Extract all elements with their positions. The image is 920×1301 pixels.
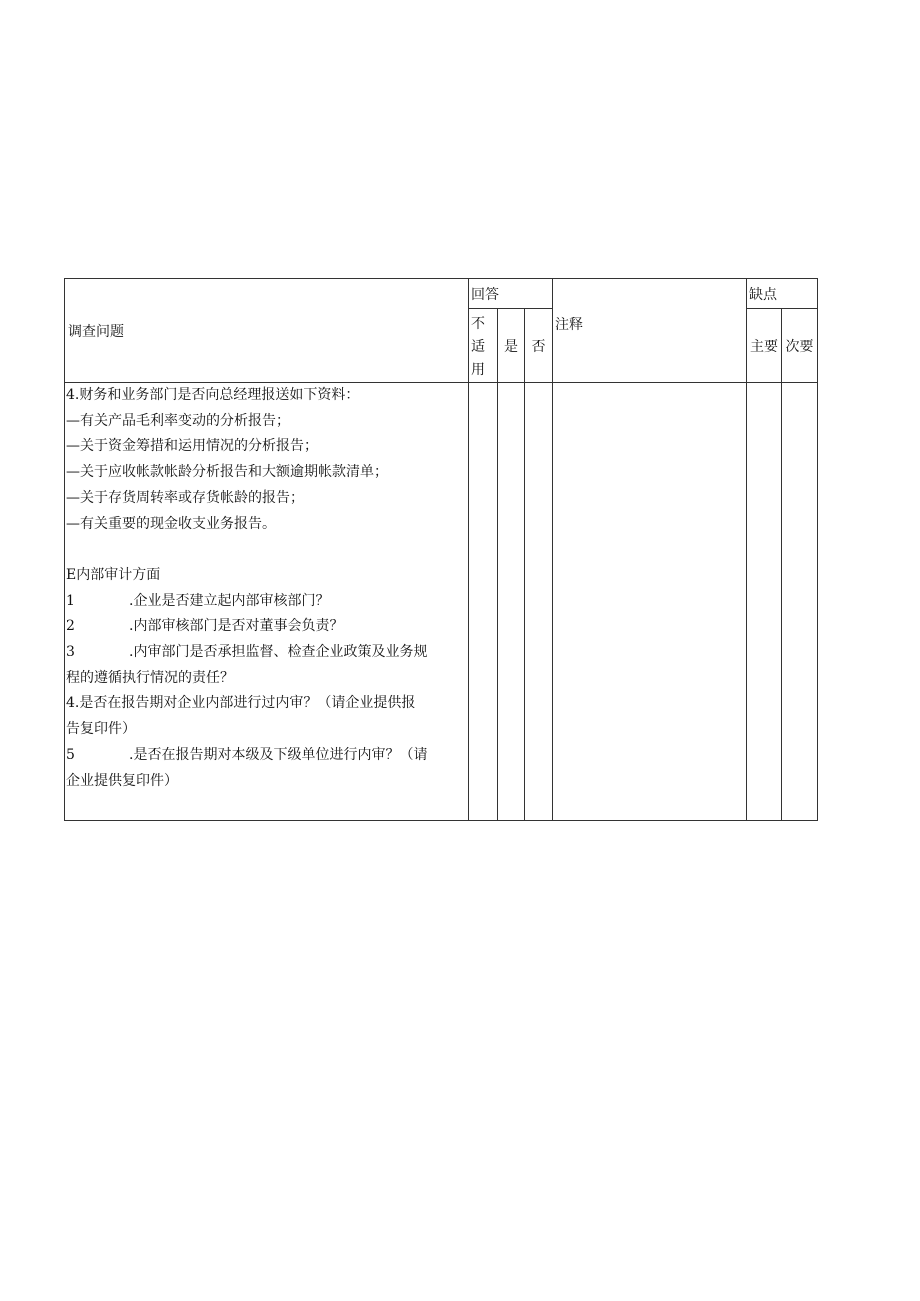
- question-e4-cont: 告复印件）: [66, 721, 136, 738]
- header-answer-group: 回答: [469, 279, 553, 309]
- list-item: —有关重要的现金收支业务报告。: [66, 515, 276, 532]
- question-e4: 4.是否在报告期对企业内部进行过内审？（请企业提供报: [66, 695, 416, 712]
- clipped-text-row: [66, 794, 468, 820]
- question-text-cell: [65, 383, 469, 821]
- deficiency-minor-cell[interactable]: [782, 383, 818, 821]
- header-not-applicable: 不 适 用: [469, 309, 498, 383]
- question-e3-cont: 程的遵循执行情况的责任？: [66, 669, 234, 686]
- question-e5-cont: 企业提供复印件）: [66, 772, 178, 789]
- header-question: 调查问题: [65, 279, 469, 383]
- notes-cell[interactable]: [553, 383, 747, 821]
- deficiency-major-cell[interactable]: [747, 383, 782, 821]
- internal-control-questionnaire: [64, 278, 818, 821]
- question-e2: 2 .内部审核部门是否对董事会负责？: [66, 618, 344, 635]
- header-deficiency-group: 缺点: [747, 279, 818, 309]
- answer-not-applicable-cell[interactable]: [469, 383, 498, 821]
- header-major: 主要: [747, 309, 782, 383]
- question-e3: 3 .内审部门是否承担监督、检查企业政策及业务规: [66, 644, 428, 661]
- section-e-title: E内部审计方面: [66, 566, 161, 583]
- answer-no-cell[interactable]: [525, 383, 553, 821]
- answer-yes-cell[interactable]: [498, 383, 525, 821]
- header-notes: 注释: [553, 279, 747, 383]
- list-item: —关于资金筹措和运用情况的分析报告；: [66, 438, 318, 455]
- list-item: —关于存货周转率或存货帐龄的报告；: [66, 489, 304, 506]
- header-minor: 次要: [782, 309, 818, 383]
- header-yes: 是: [498, 309, 525, 383]
- question-e5: 5 .是否在报告期对本级及下级单位进行内审？（请: [66, 746, 428, 763]
- question-d4: 4.财务和业务部门是否向总经理报送如下资料：: [66, 387, 360, 403]
- question-e1: 1 .企业是否建立起内部审核部门？: [66, 592, 330, 609]
- header-no: 否: [525, 309, 553, 383]
- list-item: —有关产品毛利率变动的分析报告；: [66, 412, 290, 429]
- list-item: —关于应收帐款帐龄分析报告和大额逾期帐款清单；: [66, 464, 388, 481]
